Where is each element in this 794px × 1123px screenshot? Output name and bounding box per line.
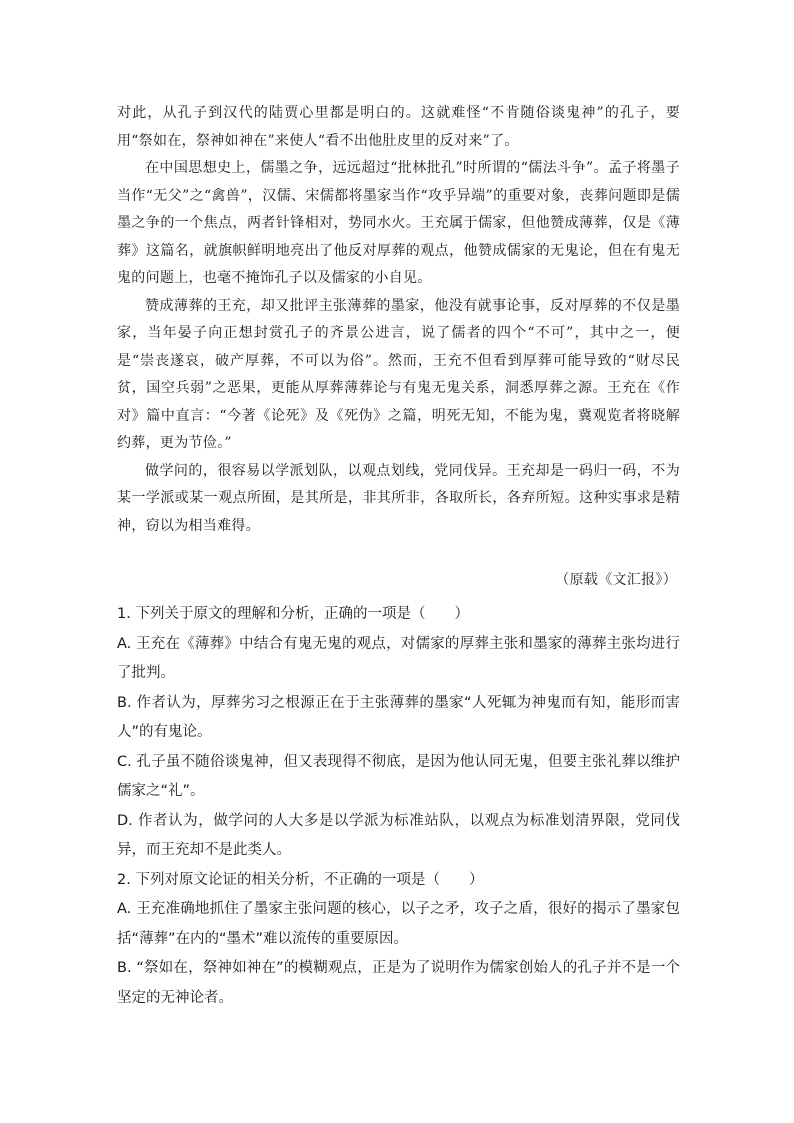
question-2-stem: 2. 下列对原文论证的相关分析，不正确的一项是（ ）: [117, 871, 484, 888]
question-2-option-a: A. 王充准确地抓住了墨家主张问题的核心，以子之矛，攻子之盾，很好的揭示了墨家包括“薄葬”在内的“墨术”难以流传的重要原因。: [117, 901, 680, 947]
passage-paragraph-4: 做学问的，很容易以学派划队，以观点划线，党同伐异。王充却是一码归一码，不为某一学派或某一观点所囿，是其所是，非其所非，各取所长，各弃所短。这种实事求是精神，窃以为相当难得。: [117, 462, 680, 534]
reading-passage: [117, 100, 680, 540]
question-1-option-a: A. 王充在《薄葬》中结合有鬼无鬼的观点，对儒家的厚葬主张和墨家的薄葬主张均进行了批判。: [117, 635, 680, 681]
source-citation: （原载《文汇报》）: [555, 572, 677, 588]
passage-paragraph-3: 赞成薄葬的王充，却又批评主张薄葬的墨家，他没有就事论事，反对厚葬的不仅是墨家，当年晏子向正想封赏孔子的齐景公进言，说了儒者的四个“不可”，其中之一，便是“崇丧遂哀，破产厚葬，不可以为俗”。然而，王充不但看到厚葬可能导致的“财尽民贫，国空兵弱”之恶果，更能从厚葬薄葬论与有鬼无鬼关系，洞悉厚葬之源。王充在《作对》篇中直言：“今著《论死》及《死伪》之篇，明死无知，不能为鬼，冀观览者将晓解约葬，更为节俭。”: [117, 297, 680, 451]
question-1-stem: 1. 下列关于原文的理解和分析，正确的一项是（ ）: [117, 606, 469, 622]
question-section: [117, 600, 680, 1013]
question-1-option-c: C. 孔子虽不随俗谈鬼神，但又表现得不彻底，是因为他认同无鬼，但要主张礼葬以维护儒家之“礼”。: [117, 753, 680, 799]
question-1-option-d: D. 作者认为，做学问的人大多是以学派为标准站队，以观点为标准划清界限，党同伐异，而王充却不是此类人。: [117, 812, 680, 858]
passage-paragraph-1: 对此，从孔子到汉代的陆贾心里都是明白的。这就难怪“不肯随俗谈鬼神”的孔子，要用“祭如在，祭神如神在”来使人“看不出他肚皮里的反对来”了。: [117, 105, 680, 149]
question-1-option-b: B. 作者认为，厚葬劣习之根源正在于主张薄葬的墨家“人死辄为神鬼而有知，能形而害人”的有鬼论。: [117, 694, 680, 740]
passage-paragraph-2: 在中国思想史上，儒墨之争，远远超过“批林批孔”时所谓的“儒法斗争”。孟子将墨子当作“无父”之“禽兽”，汉儒、宋儒都将墨家当作“攻乎异端”的重要对象，丧葬问题即是儒墨之争的一个焦点，两者针锋相对，势同水火。王充属于儒家，但他赞成薄葬，仅是《薄葬》这篇名，就旗帜鲜明地亮出了他反对厚葬的观点，他赞成儒家的无鬼论，但在有鬼无鬼的问题上，也毫不掩饰孔子以及儒家的小自见。: [117, 160, 680, 286]
question-2-option-b: B. “祭如在，祭神如神在”的模糊观点，正是为了说明作为儒家创始人的孔子并不是一个坚定的无神论者。: [117, 960, 680, 1006]
